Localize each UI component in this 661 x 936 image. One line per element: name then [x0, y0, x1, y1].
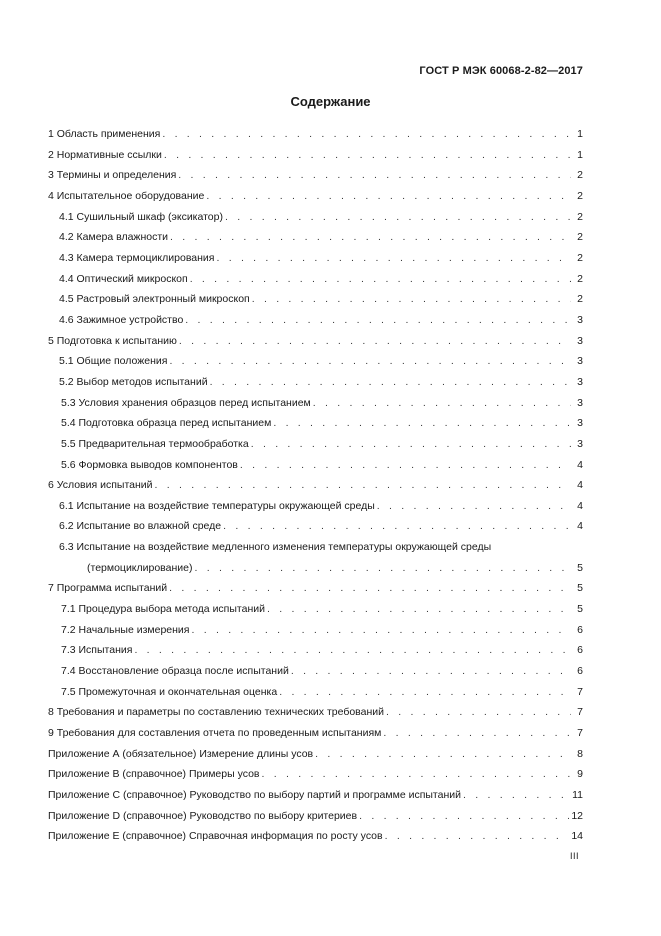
dot-leader: [162, 124, 571, 145]
toc-entry-page: 6: [577, 644, 583, 657]
toc-entry-6[interactable]: [48, 475, 583, 496]
toc-entry-5-4[interactable]: [48, 413, 583, 434]
toc-entry-page: 4: [577, 520, 583, 533]
dot-leader: [191, 620, 571, 641]
toc-entry-text-continuation: (термоциклирование): [87, 561, 193, 574]
toc-entry-text: 5 Подготовка к испытанию: [48, 334, 177, 347]
toc-entry-page: 5: [577, 561, 583, 574]
toc-entry-text: 6 Условия испытаний: [48, 479, 153, 492]
dot-leader: [383, 723, 571, 744]
toc-entry-text: 4.2 Камера влажности: [59, 231, 169, 244]
toc-entry-7[interactable]: [48, 578, 583, 599]
toc-entry-7-3[interactable]: [48, 640, 583, 661]
toc-entry-text: Приложение А (обязательное) Измерение длины усов: [48, 747, 314, 760]
toc-entry-text: Приложение В (справочное) Примеры усов: [48, 768, 260, 781]
toc-entry-text: 5.6 Формовка выводов компонентов: [61, 458, 238, 471]
toc-entry-page: 3: [577, 417, 583, 430]
toc-entry-text: 6.3 Испытание на воздействие медленного изменения температуры окружающей среды: [59, 541, 492, 554]
toc-entry-page: 2: [577, 169, 583, 182]
toc-entry-page: 3: [577, 396, 583, 409]
dot-leader: [251, 434, 571, 455]
toc-entry-appendix-e[interactable]: [48, 826, 583, 847]
toc-entry-text: 5.1 Общие положения: [59, 355, 168, 368]
toc-entry-text: 7.2 Начальные измерения: [61, 623, 190, 636]
toc-entry-2[interactable]: [48, 145, 583, 166]
toc-entry-4-3[interactable]: [48, 248, 583, 269]
toc-entry-7-5[interactable]: [48, 682, 583, 703]
toc-entry-5-3[interactable]: [48, 393, 583, 414]
toc-entry-5-5[interactable]: [48, 434, 583, 455]
toc-entry-6-1[interactable]: [48, 496, 583, 517]
toc-entry-page: 6: [577, 665, 583, 678]
toc-entry-page: 1: [577, 128, 583, 140]
toc-entry-page: 2: [577, 231, 583, 244]
toc-entry-6-3[interactable]: [48, 537, 583, 578]
toc-entry-page: 4: [577, 499, 583, 512]
toc-entry-4-2[interactable]: [48, 227, 583, 248]
dot-leader: [315, 744, 571, 765]
dot-leader: [385, 826, 570, 847]
toc-entry-4-5[interactable]: [48, 289, 583, 310]
toc-entry-text: 5.3 Условия хранения образцов перед испытанием: [61, 396, 311, 409]
toc-entry-4-1[interactable]: [48, 207, 583, 228]
page-title: Содержание: [290, 94, 371, 109]
dot-leader: [279, 682, 571, 703]
toc-entry-4-6[interactable]: [48, 310, 583, 331]
toc-entry-page: 3: [577, 313, 583, 326]
toc-entry-text: 4.6 Зажимное устройство: [59, 313, 184, 326]
dot-leader: [262, 764, 572, 785]
toc-entry-text: 4.4 Оптический микроскоп: [59, 272, 188, 285]
dot-leader: [210, 372, 571, 393]
toc-entry-page: 7: [577, 685, 583, 698]
toc-entry-page: 5: [577, 603, 583, 616]
dot-leader: [225, 207, 571, 228]
toc-entry-text: 4.3 Камера термоциклирования: [59, 251, 215, 264]
toc-entry-page: 3: [577, 334, 583, 347]
toc-entry-4[interactable]: [48, 186, 583, 207]
toc-entry-text: 3 Термины и определения: [48, 169, 177, 182]
dot-leader: [155, 475, 571, 496]
toc-entry-text: 4.1 Сушильный шкаф (эксикатор): [59, 210, 223, 223]
toc-entry-appendix-b[interactable]: [48, 764, 583, 785]
toc-entry-page: 1: [577, 148, 583, 161]
toc-entry-text: 6.2 Испытание во влажной среде: [59, 520, 222, 533]
toc-entry-page: 14: [571, 830, 583, 843]
toc-entry-9[interactable]: [48, 723, 583, 744]
toc-entry-text: 6.1 Испытание на воздействие температуры окружающей среды: [59, 499, 375, 512]
toc-entry-text: 7.3 Испытания: [61, 644, 133, 657]
toc-entry-6-2[interactable]: [48, 516, 583, 537]
toc-entry-page: 2: [577, 210, 583, 223]
toc-entry-page: 7: [577, 706, 583, 719]
toc-entry-page: 3: [577, 375, 583, 388]
toc-entry-appendix-a[interactable]: [48, 744, 583, 765]
dot-leader: [291, 661, 571, 682]
toc-entry-text: 9 Требования для составления отчета по проведенным испытаниям: [48, 727, 382, 740]
dot-leader: [164, 145, 571, 166]
dot-leader: [240, 455, 571, 476]
dot-leader: [377, 496, 571, 517]
dot-leader: [273, 413, 571, 434]
dot-leader: [170, 227, 571, 248]
toc-entry-text: 1 Область применения: [48, 128, 161, 140]
toc-entry-page: 7: [577, 727, 583, 740]
toc-entry-1[interactable]: [48, 124, 583, 145]
toc-entry-page: 5: [577, 582, 583, 595]
toc-entry-text: 7.1 Процедура выбора метода испытаний: [61, 603, 265, 616]
toc-entry-text: 4.5 Растровый электронный микроскоп: [59, 293, 250, 306]
toc-entry-3[interactable]: [48, 165, 583, 186]
toc-entry-page: 6: [577, 623, 583, 636]
page-number: III: [569, 851, 579, 861]
dot-leader: [267, 599, 571, 620]
dot-leader: [169, 578, 571, 599]
toc-entry-5-6[interactable]: [48, 455, 583, 476]
dot-leader: [313, 393, 571, 414]
toc-entry-7-4[interactable]: [48, 661, 583, 682]
dot-leader: [185, 310, 571, 331]
dot-leader: [216, 248, 571, 269]
toc-entry-4-4[interactable]: [48, 269, 583, 290]
toc-entry-page: 2: [577, 189, 583, 202]
toc-entry-text: 5.4 Подготовка образца перед испытанием: [61, 417, 272, 430]
toc-entry-text: Приложение С (справочное) Руководство по выбору партий и программе испытаний: [48, 789, 461, 801]
toc-entry-page: 4: [577, 458, 583, 471]
toc-entry-page: 12: [571, 809, 583, 822]
toc-entry-page: 3: [577, 437, 583, 450]
document-standard-header: ГОСТ Р МЭК 60068-2-82—2017: [419, 65, 583, 77]
dot-leader: [134, 640, 571, 661]
toc-entry-page: 2: [577, 251, 583, 264]
dot-leader: [190, 269, 571, 290]
toc-entry-page: 11: [572, 789, 583, 801]
toc-entry-8[interactable]: [48, 702, 583, 723]
toc-entry-page: 4: [577, 479, 583, 492]
dot-leader: [223, 516, 571, 537]
dot-leader: [169, 351, 571, 372]
dot-leader: [178, 165, 571, 186]
dot-leader: [463, 785, 570, 806]
toc-entry-5[interactable]: [48, 331, 583, 352]
dot-leader: [386, 702, 571, 723]
toc-entry-page: 3: [577, 355, 583, 368]
toc-entry-text: Приложение D (справочное) Руководство по выбору критериев: [48, 809, 358, 822]
dot-leader: [206, 186, 571, 207]
table-of-contents: [48, 124, 583, 847]
toc-entry-text: 7.5 Промежуточная и окончательная оценка: [61, 685, 278, 698]
toc-entry-page: 8: [577, 747, 583, 760]
toc-entry-appendix-c[interactable]: [48, 785, 583, 806]
toc-entry-text: 5.5 Предварительная термообработка: [61, 437, 249, 450]
toc-entry-text: 7 Программа испытаний: [48, 582, 168, 595]
toc-entry-text: 8 Требования и параметры по составлению технических требований: [48, 706, 385, 719]
toc-entry-text: 4 Испытательное оборудование: [48, 189, 205, 202]
toc-entry-page: 2: [577, 293, 583, 306]
toc-entry-page: 9: [577, 768, 583, 781]
toc-entry-5-2[interactable]: [48, 372, 583, 393]
dot-leader: [179, 331, 571, 352]
toc-entry-text: 7.4 Восстановление образца после испытаний: [61, 665, 289, 678]
toc-entry-text: 2 Нормативные ссылки: [48, 148, 162, 161]
toc-entry-7-2[interactable]: [48, 620, 583, 641]
toc-entry-7-1[interactable]: [48, 599, 583, 620]
dot-leader: [359, 806, 569, 827]
dot-leader: [195, 558, 572, 579]
toc-entry-5-1[interactable]: [48, 351, 583, 372]
dot-leader: [252, 289, 571, 310]
toc-entry-page: 2: [577, 272, 583, 285]
toc-entry-appendix-d[interactable]: [48, 806, 583, 827]
toc-entry-text: 5.2 Выбор методов испытаний: [59, 375, 208, 388]
toc-entry-text: Приложение Е (справочное) Справочная информация по росту усов: [48, 830, 383, 843]
